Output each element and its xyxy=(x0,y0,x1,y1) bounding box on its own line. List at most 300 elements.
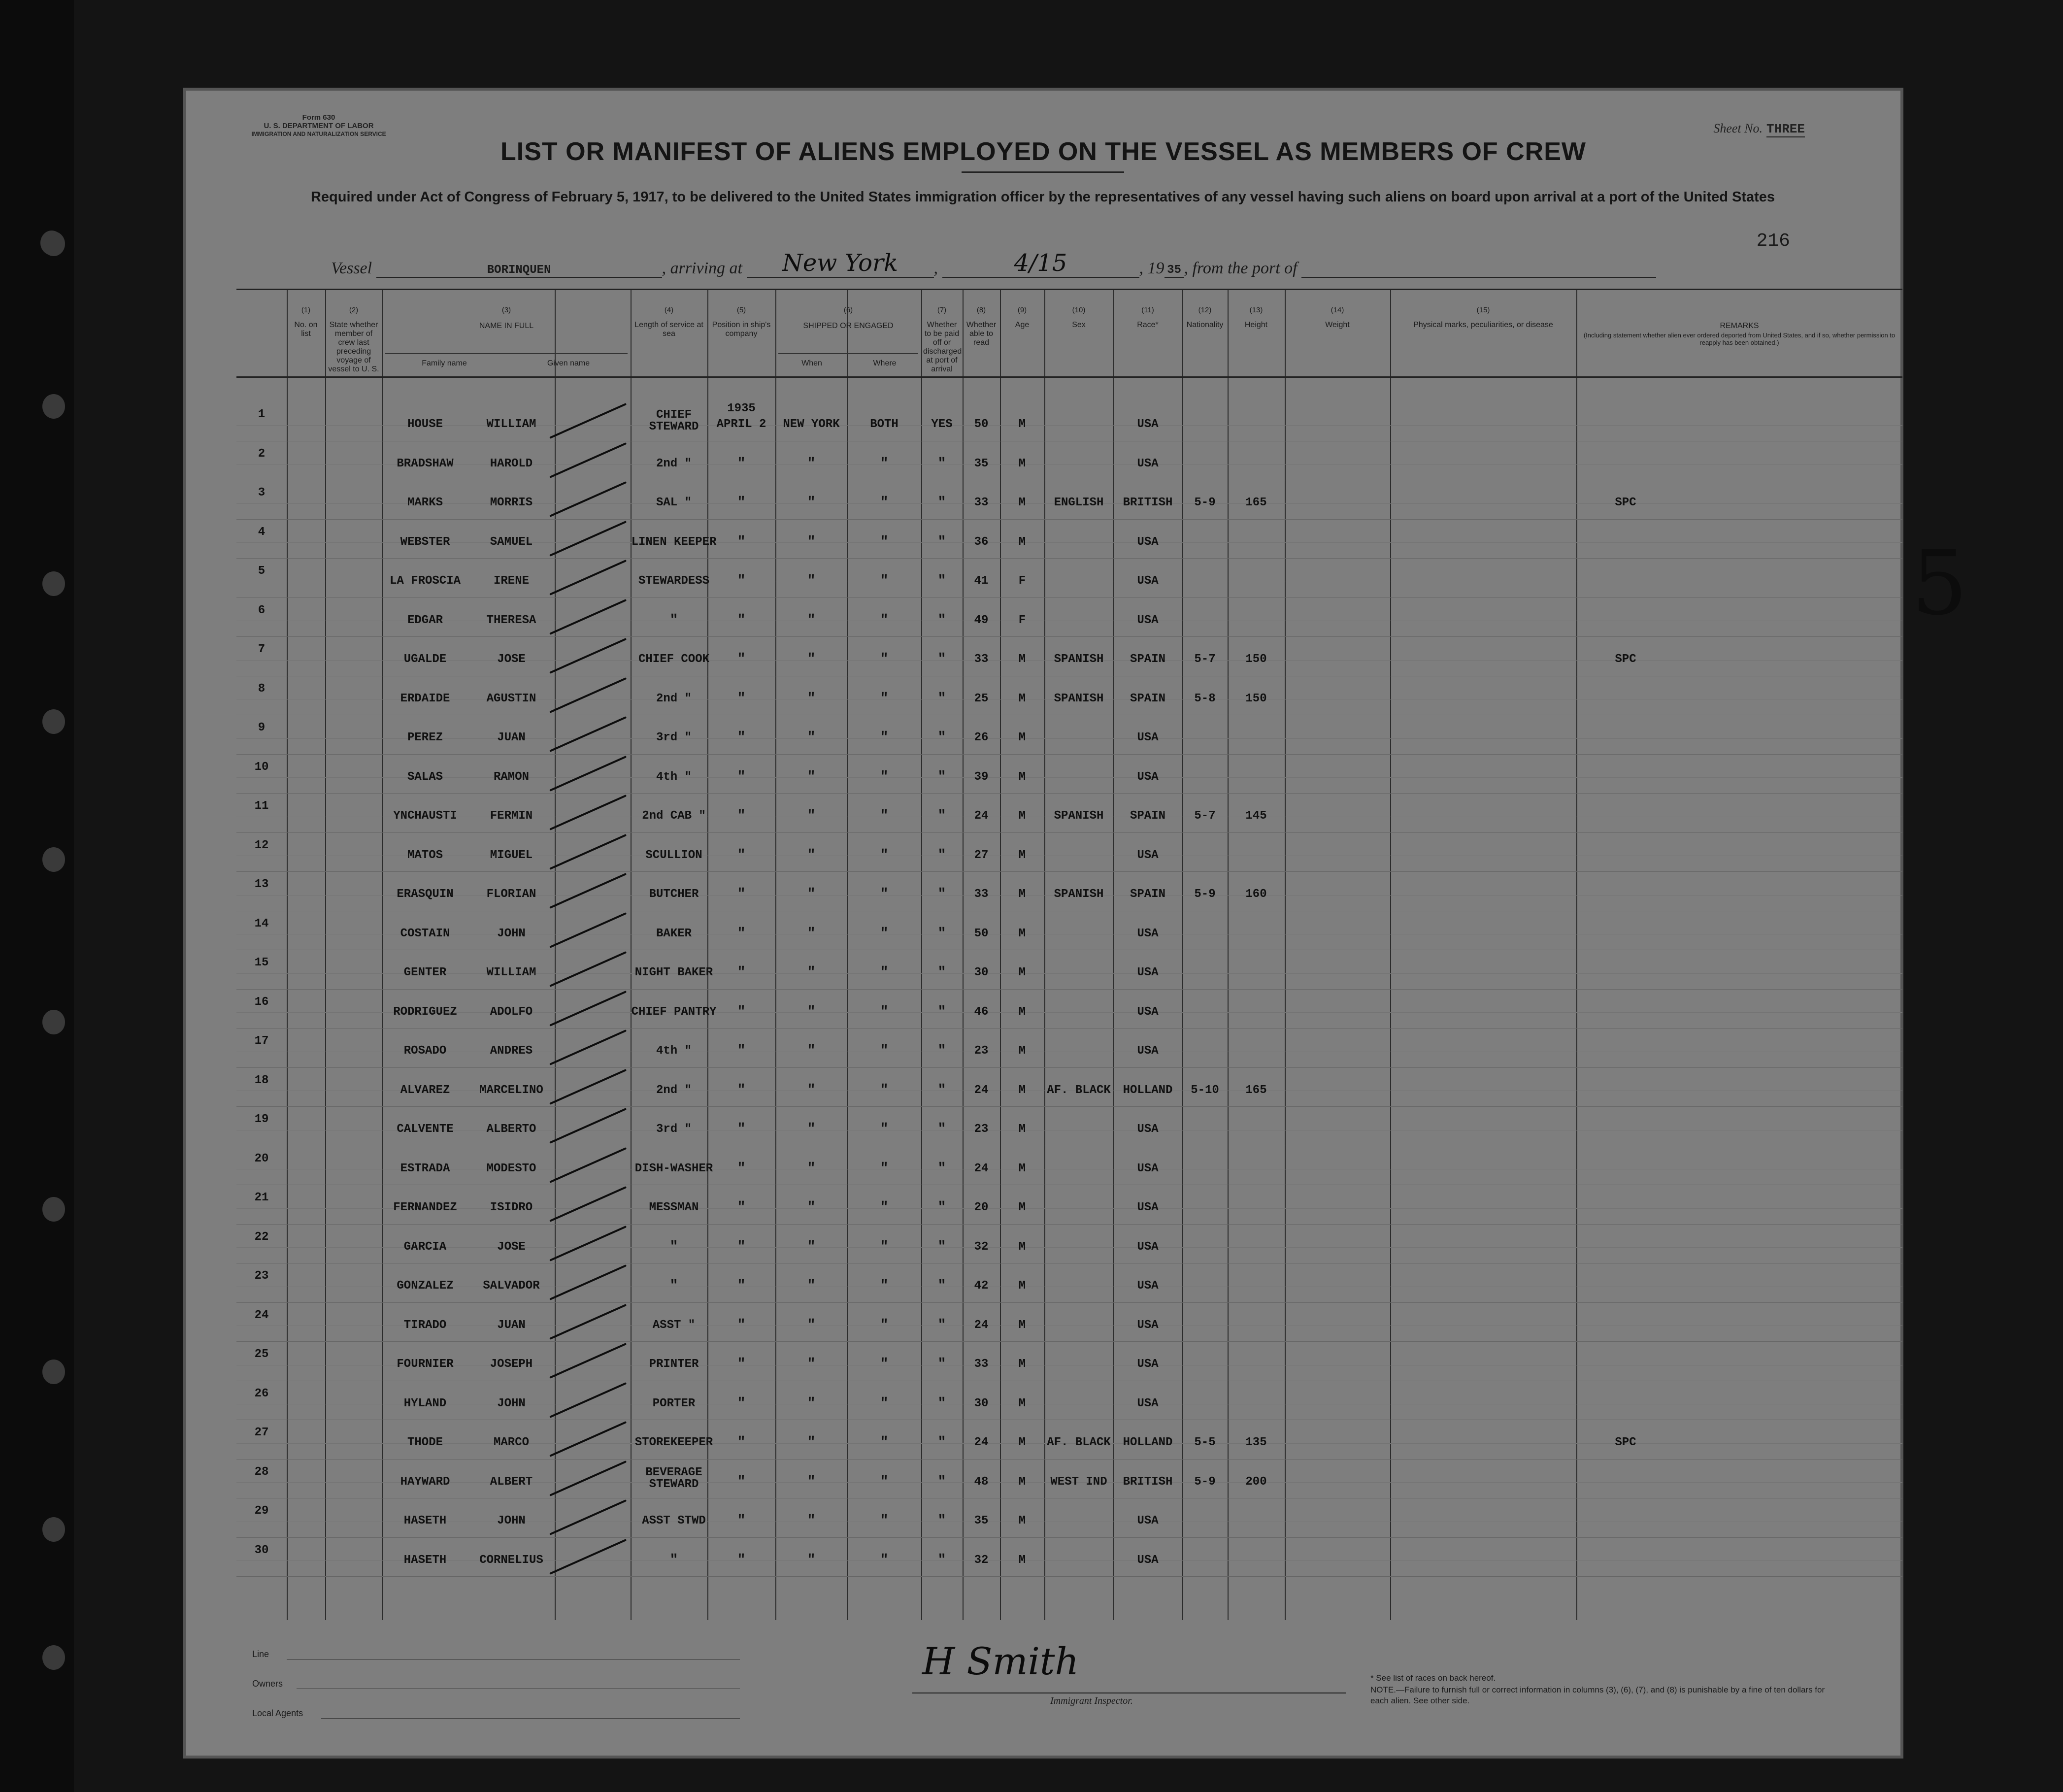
height: 5-7 xyxy=(1194,809,1216,823)
able-to-read: " xyxy=(937,1317,946,1333)
able-to-read: " xyxy=(937,573,946,589)
age: 49 xyxy=(974,613,989,627)
shipped-where: " xyxy=(807,887,816,902)
manifest-sheet xyxy=(183,88,1903,1759)
column-number: (12) xyxy=(1198,306,1212,314)
row-number: 7 xyxy=(258,643,266,656)
given-name: ALBERT xyxy=(490,1475,533,1489)
sex: M xyxy=(1018,927,1026,940)
service-tick-mark xyxy=(549,677,627,713)
shipped-where: " xyxy=(807,691,816,706)
family-name: ERASQUIN xyxy=(397,888,454,901)
age: 24 xyxy=(974,1083,989,1097)
sex: F xyxy=(1018,574,1026,588)
column-divider xyxy=(555,290,556,1620)
arrival-date: 4/15 xyxy=(942,249,1139,278)
shipped-when: " xyxy=(737,769,746,785)
service-tick-mark xyxy=(549,1264,627,1300)
age: 33 xyxy=(974,653,989,666)
given-name: MARCO xyxy=(493,1436,529,1449)
paid-off: " xyxy=(880,730,889,745)
given-name: MODESTO xyxy=(486,1161,536,1175)
column-divider xyxy=(921,290,922,1620)
paid-off: " xyxy=(880,1161,889,1176)
race: ENGLISH xyxy=(1054,496,1104,509)
sex: M xyxy=(1018,692,1026,705)
height: 5-7 xyxy=(1194,653,1216,666)
age: 48 xyxy=(974,1475,989,1489)
vessel-name: BORINQUEN xyxy=(376,264,662,278)
family-name: TIRADO xyxy=(403,1318,447,1332)
paid-off: " xyxy=(880,1082,889,1098)
shipped-when: " xyxy=(737,1122,746,1137)
age: 23 xyxy=(974,1123,989,1136)
family-name: RODRIGUEZ xyxy=(393,1005,457,1019)
shipped-when: " xyxy=(737,887,746,902)
binder-hole xyxy=(42,1360,65,1384)
shipped-where: " xyxy=(807,1004,816,1020)
sex: M xyxy=(1018,1436,1026,1449)
sex: M xyxy=(1018,1161,1026,1175)
given-name: HAROLD xyxy=(490,457,533,470)
shipped-where: " xyxy=(807,1435,816,1450)
shipped-where: " xyxy=(807,1239,816,1255)
column-number: (5) xyxy=(736,306,746,314)
age: 24 xyxy=(974,809,989,823)
shipped-when: " xyxy=(737,495,746,510)
row-number: 6 xyxy=(258,603,266,617)
able-to-read: " xyxy=(937,1278,946,1294)
service-tick-mark xyxy=(549,442,627,478)
family-name: HASETH xyxy=(403,1514,447,1527)
position: CHIEF STEWARD xyxy=(649,408,699,433)
row-rule xyxy=(236,1067,1902,1068)
position: STEWARDESS xyxy=(638,574,710,588)
given-name: RAMON xyxy=(493,770,529,784)
family-name: THODE xyxy=(407,1436,443,1449)
row-number: 5 xyxy=(258,564,266,578)
age: 25 xyxy=(974,692,989,705)
sex: M xyxy=(1018,1279,1026,1293)
service-tick-mark xyxy=(549,1029,627,1065)
row-number: 25 xyxy=(254,1348,269,1361)
paid-off: " xyxy=(880,808,889,824)
remarks: SPC xyxy=(1615,653,1636,666)
given-name: JOSE xyxy=(497,1240,526,1254)
family-name: ALVAREZ xyxy=(400,1083,450,1097)
family-name: GONZALEZ xyxy=(397,1279,454,1293)
row-rule xyxy=(236,1224,1902,1225)
row-rule xyxy=(236,793,1902,794)
given-name: JOHN xyxy=(497,1396,526,1410)
service-tick-mark xyxy=(549,1499,627,1535)
remarks: SPC xyxy=(1615,496,1636,509)
column-number: (1) xyxy=(301,306,311,314)
able-to-read: " xyxy=(937,1435,946,1450)
department: U. S. DEPARTMENT OF LABOR xyxy=(264,122,374,130)
binder-hole xyxy=(42,1010,65,1034)
age: 33 xyxy=(974,888,989,901)
shipped-where: " xyxy=(807,769,816,785)
row-rule xyxy=(236,1028,1902,1029)
service-tick-mark xyxy=(549,991,627,1027)
shipped-where: " xyxy=(807,1395,816,1411)
sex: M xyxy=(1018,966,1026,979)
column-header: State whether member of crew last preceding voyage of vessel to U. S. xyxy=(328,321,379,373)
race: AF. BLACK xyxy=(1047,1083,1111,1097)
column-subheader: When xyxy=(801,359,822,367)
race: SPANISH xyxy=(1054,653,1104,666)
nationality: USA xyxy=(1137,613,1159,627)
sex: M xyxy=(1018,1396,1026,1410)
able-to-read: " xyxy=(937,730,946,745)
binder-hole xyxy=(42,1645,65,1670)
service-tick-mark xyxy=(549,1539,627,1575)
nationality: SPAIN xyxy=(1130,653,1165,666)
given-name: JOHN xyxy=(497,927,526,940)
service-tick-mark xyxy=(549,599,627,635)
sex: M xyxy=(1018,496,1026,509)
sex: M xyxy=(1018,1123,1026,1136)
binder-hole xyxy=(42,394,65,419)
shipped-where: " xyxy=(807,1043,816,1059)
row-rule xyxy=(236,1341,1902,1342)
paid-off: " xyxy=(880,1043,889,1059)
sex: M xyxy=(1018,457,1026,470)
able-to-read: " xyxy=(937,965,946,980)
family-name: YNCHAUSTI xyxy=(393,809,457,823)
given-name: FLORIAN xyxy=(486,888,536,901)
family-name: LA FROSCIA xyxy=(389,574,461,588)
weight: 165 xyxy=(1245,496,1267,509)
row-rule xyxy=(236,1576,1902,1577)
title-underline xyxy=(962,171,1124,173)
sex: M xyxy=(1018,770,1026,784)
from-port-label: , from the port of xyxy=(1184,259,1298,277)
service-tick-mark xyxy=(549,1460,627,1496)
row-number: 1 xyxy=(258,408,266,421)
race-note: * See list of races on back hereof. xyxy=(1370,1673,1496,1683)
column-header: REMARKS xyxy=(1720,322,1759,330)
sex: M xyxy=(1018,1005,1026,1019)
position: 2nd " xyxy=(656,692,692,705)
age: 20 xyxy=(974,1201,989,1214)
age: 27 xyxy=(974,848,989,862)
header-subrule xyxy=(385,353,628,354)
position: 3rd " xyxy=(656,1123,692,1136)
binder-hole xyxy=(42,709,65,734)
paid-off: " xyxy=(880,1395,889,1411)
manifest-table xyxy=(236,289,1902,1620)
row-rule xyxy=(236,558,1902,559)
shipped-where: " xyxy=(807,730,816,745)
paid-off: " xyxy=(880,887,889,902)
row-rule xyxy=(236,871,1902,872)
row-number: 14 xyxy=(254,917,269,930)
column-divider xyxy=(1228,290,1229,1620)
service: IMMIGRATION AND NATURALIZATION SERVICE xyxy=(251,131,386,137)
nationality: USA xyxy=(1137,927,1159,940)
paid-off: " xyxy=(880,1122,889,1137)
column-divider xyxy=(631,290,632,1620)
able-to-read: " xyxy=(937,1200,946,1215)
height: 5-9 xyxy=(1194,1475,1216,1489)
column-divider xyxy=(1113,290,1114,1620)
column-header: Age xyxy=(1015,321,1030,329)
able-to-read: " xyxy=(937,1513,946,1528)
service-tick-mark xyxy=(549,951,627,987)
given-name: FERMIN xyxy=(490,809,533,823)
shipped-when: " xyxy=(737,1004,746,1020)
family-name: ROSADO xyxy=(403,1044,447,1058)
column-subheader: Given name xyxy=(547,359,590,367)
shipped-where: " xyxy=(807,1200,816,1215)
weight: 145 xyxy=(1245,809,1267,823)
shipped-when: " xyxy=(737,1200,746,1215)
able-to-read: " xyxy=(937,808,946,824)
age: 50 xyxy=(974,418,989,431)
year-prefix: , 19 xyxy=(1139,259,1165,277)
age: 24 xyxy=(974,1161,989,1175)
position: SCULLION xyxy=(645,848,702,862)
able-to-read: " xyxy=(937,691,946,706)
nationality: USA xyxy=(1137,1396,1159,1410)
column-number: (2) xyxy=(349,306,359,314)
given-name: SAMUEL xyxy=(490,535,533,549)
nationality: USA xyxy=(1137,1201,1159,1214)
shipped-where: " xyxy=(807,1513,816,1528)
service-tick-mark xyxy=(549,481,627,517)
position: ASST " xyxy=(652,1318,696,1332)
shipped-when: " xyxy=(737,612,746,628)
given-name: MORRIS xyxy=(490,496,533,509)
row-rule xyxy=(236,754,1902,755)
column-divider xyxy=(707,290,708,1620)
nationality: USA xyxy=(1137,1044,1159,1058)
nationality: SPAIN xyxy=(1130,692,1165,705)
column-subheader: (Including statement whether alien ever ordered deported from United States, and if so, whether permission to reapply has been obtained.) xyxy=(1583,332,1896,346)
nationality: USA xyxy=(1137,770,1159,784)
age: 50 xyxy=(974,927,989,940)
shipped-when: " xyxy=(737,691,746,706)
nationality: USA xyxy=(1137,1005,1159,1019)
age: 32 xyxy=(974,1553,989,1567)
sex: M xyxy=(1018,1318,1026,1332)
position: 3rd " xyxy=(656,731,692,744)
column-header: SHIPPED OR ENGAGED xyxy=(803,322,894,330)
age: 30 xyxy=(974,1396,989,1410)
stamp-number: 216 xyxy=(1756,231,1790,252)
position: " xyxy=(669,1239,678,1255)
age: 39 xyxy=(974,770,989,784)
shipped-where: " xyxy=(807,1552,816,1568)
shipped-where: " xyxy=(807,1278,816,1294)
able-to-read: " xyxy=(937,1043,946,1059)
shipped-where: NEW YORK xyxy=(783,418,840,431)
service-tick-mark xyxy=(549,795,627,830)
shipped-where: " xyxy=(807,1161,816,1176)
able-to-read: " xyxy=(937,1474,946,1490)
position: 2nd CAB " xyxy=(642,809,706,823)
service-tick-mark xyxy=(549,1304,627,1340)
column-number: (9) xyxy=(1017,306,1027,314)
row-rule xyxy=(236,597,1902,598)
paid-off: " xyxy=(880,1513,889,1528)
owners-label: Owners xyxy=(252,1679,283,1689)
age: 26 xyxy=(974,731,989,744)
shipped-where: " xyxy=(807,808,816,824)
weight: 150 xyxy=(1245,692,1267,705)
service-tick-mark xyxy=(549,873,627,909)
position: SAL " xyxy=(656,496,692,509)
paid-off: " xyxy=(880,573,889,589)
position: CHIEF PANTRY xyxy=(631,1005,717,1019)
sex: M xyxy=(1018,1044,1026,1058)
row-number: 19 xyxy=(254,1113,269,1126)
family-name: MATOS xyxy=(407,848,443,862)
given-name: WILLIAM xyxy=(486,966,536,979)
shipped-when: " xyxy=(737,652,746,667)
binder-hole xyxy=(42,1517,65,1542)
column-header: Whether able to read xyxy=(966,321,997,347)
line-label: Line xyxy=(252,1649,269,1659)
paid-off: " xyxy=(880,652,889,667)
paid-off: " xyxy=(880,769,889,785)
column-divider xyxy=(325,290,326,1620)
paid-off: " xyxy=(880,691,889,706)
row-rule xyxy=(236,1302,1902,1303)
position: STOREKEEPER xyxy=(634,1436,713,1449)
nationality: USA xyxy=(1137,1553,1159,1567)
row-rule xyxy=(236,1459,1902,1460)
position: NIGHT BAKER xyxy=(634,966,713,979)
able-to-read: " xyxy=(937,926,946,941)
shipped-when: APRIL 2 xyxy=(716,418,766,431)
position: LINEN KEEPER xyxy=(631,535,717,549)
nationality: USA xyxy=(1137,418,1159,431)
shipped-when: " xyxy=(737,1552,746,1568)
family-name: PEREZ xyxy=(407,731,443,744)
page-title: LIST OR MANIFEST OF ALIENS EMPLOYED ON THE VESSEL AS MEMBERS OF CREW xyxy=(500,137,1586,166)
shipped-when: " xyxy=(737,1239,746,1255)
shipped-where: " xyxy=(807,534,816,550)
service-tick-mark xyxy=(549,1226,627,1261)
column-number: (11) xyxy=(1141,306,1154,314)
age: 42 xyxy=(974,1279,989,1293)
row-number: 11 xyxy=(254,799,269,813)
sex: M xyxy=(1018,535,1026,549)
position: ASST STWD xyxy=(642,1514,706,1527)
nationality: USA xyxy=(1137,535,1159,549)
margin-mark: 5 xyxy=(1911,532,1968,635)
race: SPANISH xyxy=(1054,809,1104,823)
column-header: Physical marks, peculiarities, or disease xyxy=(1413,321,1553,329)
family-name: WEBSTER xyxy=(400,535,450,549)
sex: M xyxy=(1018,1475,1026,1489)
column-divider xyxy=(963,290,964,1620)
paid-off: " xyxy=(880,1239,889,1255)
height: 5-8 xyxy=(1194,692,1216,705)
nationality: HOLLAND xyxy=(1123,1083,1173,1097)
age: 30 xyxy=(974,966,989,979)
given-name: JOHN xyxy=(497,1514,526,1527)
shipped-when: " xyxy=(737,1395,746,1411)
column-header: Weight xyxy=(1325,321,1350,329)
local-agents-label: Local Agents xyxy=(252,1708,303,1718)
nationality: USA xyxy=(1137,1161,1159,1175)
paid-off: BOTH xyxy=(870,418,898,431)
position: " xyxy=(669,1278,678,1294)
nationality: USA xyxy=(1137,1514,1159,1527)
given-name: AGUSTIN xyxy=(486,692,536,705)
column-number: (4) xyxy=(664,306,674,314)
family-name: HAYWARD xyxy=(400,1475,450,1489)
nationality: USA xyxy=(1137,1279,1159,1293)
row-number: 12 xyxy=(254,838,269,852)
able-to-read: " xyxy=(937,1239,946,1255)
given-name: ADOLFO xyxy=(490,1005,533,1019)
paid-off: " xyxy=(880,1357,889,1372)
age: 35 xyxy=(974,1514,989,1527)
position: " xyxy=(669,1552,678,1568)
binder-hole xyxy=(42,847,65,872)
shipped-when: " xyxy=(737,808,746,824)
row-number: 21 xyxy=(254,1191,269,1204)
service-tick-mark xyxy=(549,1382,627,1418)
nationality: USA xyxy=(1137,966,1159,979)
shipped-when: " xyxy=(737,456,746,471)
sex: M xyxy=(1018,1201,1026,1214)
sex: M xyxy=(1018,1240,1026,1254)
age: 35 xyxy=(974,457,989,470)
family-name: FOURNIER xyxy=(397,1358,454,1371)
nationality: USA xyxy=(1137,1240,1159,1254)
row-rule xyxy=(236,1537,1902,1538)
family-name: FERNANDEZ xyxy=(393,1201,457,1214)
column-number: (14) xyxy=(1331,306,1344,314)
shipped-year: 1935 xyxy=(727,402,756,415)
given-name: ALBERTO xyxy=(486,1123,536,1136)
family-name: HYLAND xyxy=(403,1396,447,1410)
shipped-when: " xyxy=(737,1474,746,1490)
paid-off: " xyxy=(880,1474,889,1490)
paid-off: " xyxy=(880,926,889,941)
shipped-when: " xyxy=(737,534,746,550)
service-tick-mark xyxy=(549,638,627,674)
given-name: MARCELINO xyxy=(479,1083,543,1097)
shipped-when: " xyxy=(737,847,746,863)
family-name: BRADSHAW xyxy=(397,457,454,470)
given-name: CORNELIUS xyxy=(479,1553,543,1567)
able-to-read: " xyxy=(937,534,946,550)
header-divider xyxy=(236,376,1902,378)
paid-off: " xyxy=(880,1552,889,1568)
paid-off: " xyxy=(880,612,889,628)
family-name: HASETH xyxy=(403,1553,447,1567)
able-to-read: " xyxy=(937,1357,946,1372)
row-number: 2 xyxy=(258,447,266,461)
row-number: 4 xyxy=(258,525,266,539)
shipped-where: " xyxy=(807,1357,816,1372)
shipped-when: " xyxy=(737,1435,746,1450)
given-name: JUAN xyxy=(497,1318,526,1332)
column-divider xyxy=(775,290,776,1620)
able-to-read: " xyxy=(937,769,946,785)
service-tick-mark xyxy=(549,521,627,557)
nationality: BRITISH xyxy=(1123,496,1173,509)
row-number: 9 xyxy=(258,721,266,734)
shipped-when: " xyxy=(737,573,746,589)
